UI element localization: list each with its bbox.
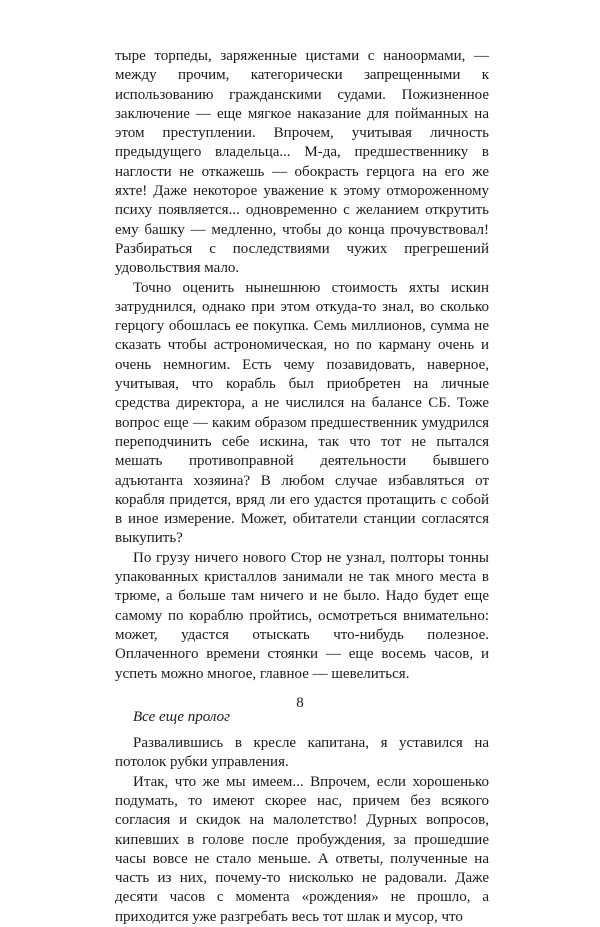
paragraph-captain-chair: Развалившись в кресле капитана, я уставился на потолок рубки управления. [115, 735, 489, 771]
paragraph-yacht-value: Точно оценить нынешнюю стоимость яхты искин затруднился, однако при этом откуда-то знал, во сколько герцогу обошлась ее покупка. Семь миллионов, сумма не сказать чтобы астрономическая, но по карману очень и очень немногим. Есть чему позавидовать, наверное, учитывая, что корабль был приобретен на личные средства директора, а не числился на балансе СБ. Тоже вопрос еще — каким образом предшественник умудрился переподчинить себе искина, так что тот не пытался мешать противоправной деятельности бывшего адъютанта хозяина? В любом случае избавляться от корабля придется, вряд ли его удастся протащить с собой в иное измерение. Может, обитатели станции согласятся выкупить? [115, 279, 489, 547]
section-heading: Все еще пролог [133, 708, 230, 725]
page-number: 8 [296, 695, 304, 711]
paragraph-cargo: По грузу ничего нового Стор не узнал, полторы тонны упакованных кристаллов занимали не так много места в трюме, а больше там ничего и не было. Надо будет еще самому по кораблю пройтись, осмотреться внимательно: может, удастся отыскать что-нибудь полезное. Оплаченного времени стоянки — еще восемь часов, и успеть можно многое, главное — шевелиться. [115, 549, 489, 682]
paragraph-what-we-have: Итак, что же мы имеем... Впрочем, если хорошенько подумать, то имеют скорее нас, причем без всякого согласия и скидок на малолетство! Дурных вопросов, кипевших в голове после пробуждения, за прошедшие часы вовсе не стало меньше. А ответы, полученные на часть из них, почему-то нисколько не радовали. Даже десяти часов с момента «рождения» не прошло, а приходится уже разгребать весь тот шлак и мусор, что [115, 773, 489, 925]
paragraph-continuation: тыре торпеды, заряженные цистами с наноормами, — между прочим, категорически запрещенными к использованию гражданскими судами. Пожизненное заключение — еще мягкое наказание для пойманных на этом преступлении. Впрочем, учитывая личность предыдущего владельца... М-да, предшественнику в наглости не откажешь — обокрасть герцога на его же яхте! Даже некоторое уважение к этому отмороженному психу появляется... одновременно с желанием открутить ему башку — медленно, чтобы до конца прочувствовал! Разбираться с последствиями чужих прегрешений удовольствия мало. [115, 48, 489, 277]
body-text [115, 47, 489, 927]
